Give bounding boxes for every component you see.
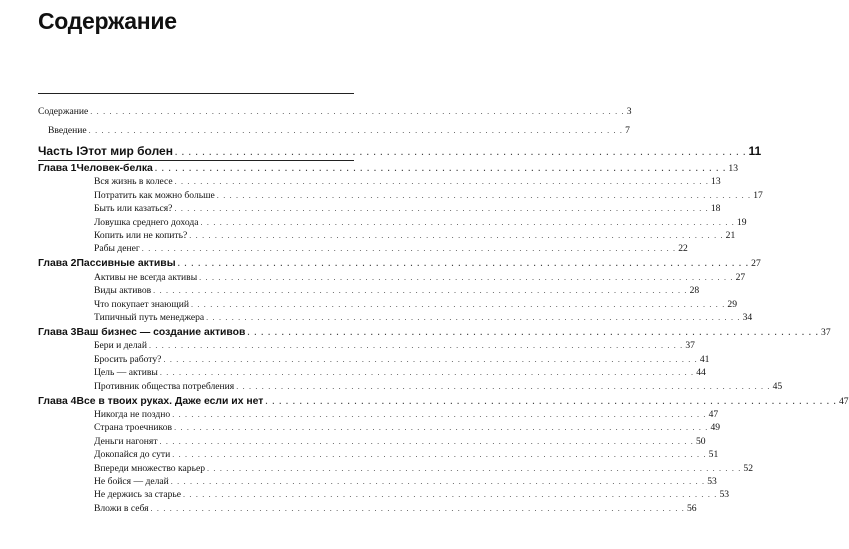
dot-leader: . . . . . . . . . . . . . . . . . . . . . . . . . . . . . . . . . . . . . . . . . . . . . . . . . . . . . . . . . . . . . . . . . . . . . . . . . . . . . . . . . . . . [170, 477, 706, 486]
toc-section[interactable] [94, 489, 730, 501]
toc-section[interactable] [94, 476, 717, 488]
toc-section[interactable] [94, 216, 747, 229]
toc-section[interactable] [94, 189, 763, 202]
toc-section-title: Виды активов [94, 285, 152, 297]
toc-section-title: Впереди множество карьер [94, 462, 206, 474]
toc-section[interactable] [94, 230, 736, 242]
toc-section-title: Вложи в себя [94, 502, 149, 514]
dot-leader: . . . . . . . . . . . . . . . . . . . . . . . . . . . . . . . . . . . . . . . . . . . . . . . . . . . . . . . . . . . . . . . . . . . . . . . . . . . . . . . . . . . . [148, 341, 684, 351]
dot-leader: . . . . . . . . . . . . . . . . . . . . . . . . . . . . . . . . . . . . . . . . . . . . . . . . . . . . . . . . . . . . . . . . . . . . . . . . . . . . . . . . . . . . [207, 463, 742, 473]
toc-chapter[interactable] [38, 163, 738, 175]
toc-section-title: Докопайся до сути [94, 449, 171, 461]
toc-section[interactable] [94, 462, 754, 475]
toc-section-page: 50 [695, 435, 706, 447]
toc-section-title: Не держись за старье [94, 489, 182, 501]
toc-section[interactable] [94, 367, 706, 379]
toc-chapter-label: Глава 3 [38, 327, 77, 338]
dot-leader: . . . . . . . . . . . . . . . . . . . . . . . . . . . . . . . . . . . . . . . . . . . . . . . . . . . . . . . . . . . . . . . . . . . . . . . . . . . . . . . . . . . . [154, 164, 727, 173]
toc-section-page: 52 [743, 462, 754, 474]
toc-part-title: Этот мир болен [79, 144, 173, 158]
dot-leader: . . . . . . . . . . . . . . . . . . . . . . . . . . . . . . . . . . . . . . . . . . . . . . . . . . . . . . . . . . . . . . . . . . . . . . . . . . . . . . . . . . . . [150, 503, 685, 513]
dot-leader: . . . . . . . . . . . . . . . . . . . . . . . . . . . . . . . . . . . . . . . . . . . . . . . . . . . . . . . . . . . . . . . . . . . . . . . . . . . . . . . . . . . . [172, 450, 707, 460]
toc-entry-front-title: Введение [48, 125, 87, 136]
toc-chapter[interactable] [38, 258, 761, 270]
dot-leader: . . . . . . . . . . . . . . . . . . . . . . . . . . . . . . . . . . . . . . . . . . . . . . . . . . . . . . . . . . . . . . . . . . . . . . . . . . . . . . . . . . . . [159, 368, 695, 378]
toc-section[interactable] [94, 502, 697, 515]
toc-section[interactable] [94, 243, 688, 255]
toc-entry-front[interactable] [38, 106, 632, 118]
toc-section-title: Копить или не копить? [94, 230, 188, 241]
toc-section-page: 56 [686, 502, 697, 514]
toc-part-label: Часть I [38, 144, 80, 158]
toc-section-page: 37 [685, 340, 695, 352]
top-rule [38, 93, 354, 94]
toc-section[interactable] [94, 409, 719, 421]
dot-leader: . . . . . . . . . . . . . . . . . . . . . . . . . . . . . . . . . . . . . . . . . . . . . . . . . . . . . . . . . . . . . . . . . . . . . . . . . . . . . . . . . . . . [163, 354, 698, 364]
page-title: Содержание [38, 8, 177, 34]
dot-leader: . . . . . . . . . . . . . . . . . . . . . . . . . . . . . . . . . . . . . . . . . . . . . . . . . . . . . . . . . . . . . . . . . . . . . . . . . . . . . . . . . . . . [172, 410, 707, 419]
toc-section-title: Рабы денег [94, 243, 140, 255]
toc-chapter[interactable] [38, 395, 849, 408]
toc-section-title: Цель — активы [94, 367, 158, 379]
dot-leader: . . . . . . . . . . . . . . . . . . . . . . . . . . . . . . . . . . . . . . . . . . . . . . . . . . . . . . . . . . . . . . . . . . . . . . . . . . . . . . . . . . . . [174, 423, 709, 433]
dot-leader: . . . . . . . . . . . . . . . . . . . . . . . . . . . . . . . . . . . . . . . . . . . . . . . . . . . . . . . . . . . . . . . . . . . . . . . . . . . . . . . . . . . . [174, 177, 710, 187]
toc-section-page: 21 [725, 230, 736, 241]
toc-entry-front-title: Содержание [38, 106, 89, 117]
dot-leader: . . . . . . . . . . . . . . . . . . . . . . . . . . . . . . . . . . . . . . . . . . . . . . . . . . . . . . . . . . . . . . . . . . . . . . . . . . . . . . . . . . . . [206, 313, 741, 322]
toc-section[interactable] [94, 353, 710, 366]
toc-section-title: Активы не всегда активы [94, 271, 198, 283]
dot-leader: . . . . . . . . . . . . . . . . . . . . . . . . . . . . . . . . . . . . . . . . . . . . . . . . . . . . . . . . . . . . . . . . . . . . . . . . . . . . . . . . . . . . [174, 148, 747, 157]
toc-section-page: 51 [708, 449, 719, 461]
toc-entry-front[interactable] [48, 125, 630, 137]
toc-entry-front-page: 3 [626, 106, 632, 117]
toc-section-page: 29 [727, 298, 737, 310]
toc-chapter-label: Глава 4 [38, 395, 77, 407]
toc-section[interactable] [94, 449, 719, 461]
dot-leader: . . . . . . . . . . . . . . . . . . . . . . . . . . . . . . . . . . . . . . . . . . . . . . . . . . . . . . . . . . . . . . . . . . . . . . . . . . . . . . . . . . . . [265, 396, 837, 406]
toc-section[interactable] [94, 176, 721, 188]
toc-section-page: 53 [719, 489, 730, 501]
toc-chapter-title: Человек-белка [76, 163, 153, 174]
toc-section-page: 34 [742, 312, 753, 323]
toc-section-page: 19 [736, 216, 747, 228]
toc-section[interactable] [94, 285, 700, 297]
toc-section-page: 28 [689, 285, 700, 297]
toc-chapter-title: Пассивные активы [76, 258, 176, 270]
dot-leader: . . . . . . . . . . . . . . . . . . . . . . . . . . . . . . . . . . . . . . . . . . . . . . . . . . . . . . . . . . . . . . . . . . . . . . . . . . . . . . . . . . . . [141, 244, 677, 254]
dot-leader: . . . . . . . . . . . . . . . . . . . . . . . . . . . . . . . . . . . . . . . . . . . . . . . . . . . . . . . . . . . . . . . . . . . . . . . . . . . . . . . . . . . . [153, 286, 688, 296]
dot-leader: . . . . . . . . . . . . . . . . . . . . . . . . . . . . . . . . . . . . . . . . . . . . . . . . . . . . . . . . . . . . . . . . . . . . . . . . . . . . . . . . . . . . [183, 490, 718, 500]
toc-section[interactable] [94, 298, 737, 311]
toc-section-page: 17 [753, 189, 763, 201]
toc-section-page: 22 [678, 243, 688, 255]
dot-leader: . . . . . . . . . . . . . . . . . . . . . . . . . . . . . . . . . . . . . . . . . . . . . . . . . . . . . . . . . . . . . . . . . . . . . . . . . . . . . . . . . . . . [200, 217, 735, 227]
dot-leader: . . . . . . . . . . . . . . . . . . . . . . . . . . . . . . . . . . . . . . . . . . . . . . . . . . . . . . . . . . . . . . . . . . . . . . . . . . . . . . . . . . . . [90, 107, 625, 116]
toc-chapter[interactable] [38, 327, 831, 339]
dot-leader: . . . . . . . . . . . . . . . . . . . . . . . . . . . . . . . . . . . . . . . . . . . . . . . . . . . . . . . . . . . . . . . . . . . . . . . . . . . . . . . . . . . . [191, 299, 726, 309]
toc-section-page: 49 [710, 422, 721, 434]
toc-section-title: Деньги нагонят [94, 435, 158, 447]
toc-chapter-page: 27 [751, 258, 761, 270]
toc-chapter-label: Глава 2 [38, 258, 77, 270]
toc-section-title: Вся жизнь в колесе [94, 176, 173, 188]
toc-section-page: 41 [699, 353, 710, 365]
toc-section-title: Потратить как можно больше [94, 189, 215, 201]
part-rule [38, 160, 354, 161]
dot-leader: . . . . . . . . . . . . . . . . . . . . . . . . . . . . . . . . . . . . . . . . . . . . . . . . . . . . . . . . . . . . . . . . . . . . . . . . . . . . . . . . . . . . [216, 190, 752, 200]
toc-section-title: Противник общества потребления [94, 380, 235, 392]
dot-leader: . . . . . . . . . . . . . . . . . . . . . . . . . . . . . . . . . . . . . . . . . . . . . . . . . . . . . . . . . . . . . . . . . . . . . . . . . . . . . . . . . . . . [159, 436, 694, 446]
toc-section-title: Ловушка среднего дохода [94, 216, 199, 228]
toc-section[interactable] [94, 380, 783, 393]
toc-section-title: Бросить работу? [94, 353, 162, 365]
toc-section-title: Быть или казаться? [94, 203, 173, 215]
toc-section-page: 18 [710, 203, 721, 215]
toc-section-page: 27 [735, 271, 746, 283]
toc-section-page: 47 [708, 409, 719, 420]
dot-leader: . . . . . . . . . . . . . . . . . . . . . . . . . . . . . . . . . . . . . . . . . . . . . . . . . . . . . . . . . . . . . . . . . . . . . . . . . . . . . . . . . . . . [189, 231, 724, 240]
toc-chapter-label: Глава 1 [38, 163, 77, 174]
toc-entry-front-page: 7 [625, 125, 630, 136]
toc-part-page: 11 [748, 144, 762, 158]
toc-section[interactable] [94, 271, 746, 284]
toc-section-page: 45 [772, 380, 783, 392]
dot-leader: . . . . . . . . . . . . . . . . . . . . . . . . . . . . . . . . . . . . . . . . . . . . . . . . . . . . . . . . . . . . . . . . . . . . . . . . . . . . . . . . . . . . [174, 204, 709, 214]
toc-chapter-title: Ваш бизнес — создание активов [76, 327, 246, 338]
toc-chapter-page: 37 [821, 327, 831, 338]
toc-section-page: 13 [711, 176, 721, 188]
toc-section-title: Не бойся — делай [94, 476, 169, 487]
toc-chapter-page: 13 [728, 163, 738, 174]
toc-section-title: Страна троечников [94, 422, 173, 434]
dot-leader: . . . . . . . . . . . . . . . . . . . . . . . . . . . . . . . . . . . . . . . . . . . . . . . . . . . . . . . . . . . . . . . . . . . . . . . . . . . . . . . . . . . . [199, 272, 734, 282]
toc-chapter-page: 47 [838, 395, 849, 407]
toc-chapter-title: Все в твоих руках. Даже если их нет [76, 395, 264, 407]
toc-section[interactable] [94, 435, 706, 448]
toc-section[interactable] [94, 312, 753, 324]
toc-section[interactable] [94, 203, 721, 215]
dot-leader: . . . . . . . . . . . . . . . . . . . . . . . . . . . . . . . . . . . . . . . . . . . . . . . . . . . . . . . . . . . . . . . . . . . . . . . . . . . . . . . . . . . . [247, 328, 820, 337]
dot-leader: . . . . . . . . . . . . . . . . . . . . . . . . . . . . . . . . . . . . . . . . . . . . . . . . . . . . . . . . . . . . . . . . . . . . . . . . . . . . . . . . . . . . [236, 381, 771, 391]
toc-section[interactable] [94, 340, 695, 352]
dot-leader: . . . . . . . . . . . . . . . . . . . . . . . . . . . . . . . . . . . . . . . . . . . . . . . . . . . . . . . . . . . . . . . . . . . . . . . . . . . . . . . . . . . . [88, 126, 624, 135]
toc-section-title: Что покупает знающий [94, 298, 189, 310]
toc-section-title: Бери и делай [94, 340, 147, 352]
toc-section-title: Типичный путь менеджера [94, 312, 205, 323]
dot-leader: . . . . . . . . . . . . . . . . . . . . . . . . . . . . . . . . . . . . . . . . . . . . . . . . . . . . . . . . . . . . . . . . . . . . . . . . . . . . . . . . . . . . [177, 259, 750, 269]
toc-section[interactable] [94, 422, 721, 434]
toc-part[interactable] [38, 144, 762, 159]
toc-section-page: 44 [696, 367, 706, 379]
toc-section-title: Никогда не поздно [94, 409, 171, 420]
toc-section-page: 53 [707, 476, 717, 487]
